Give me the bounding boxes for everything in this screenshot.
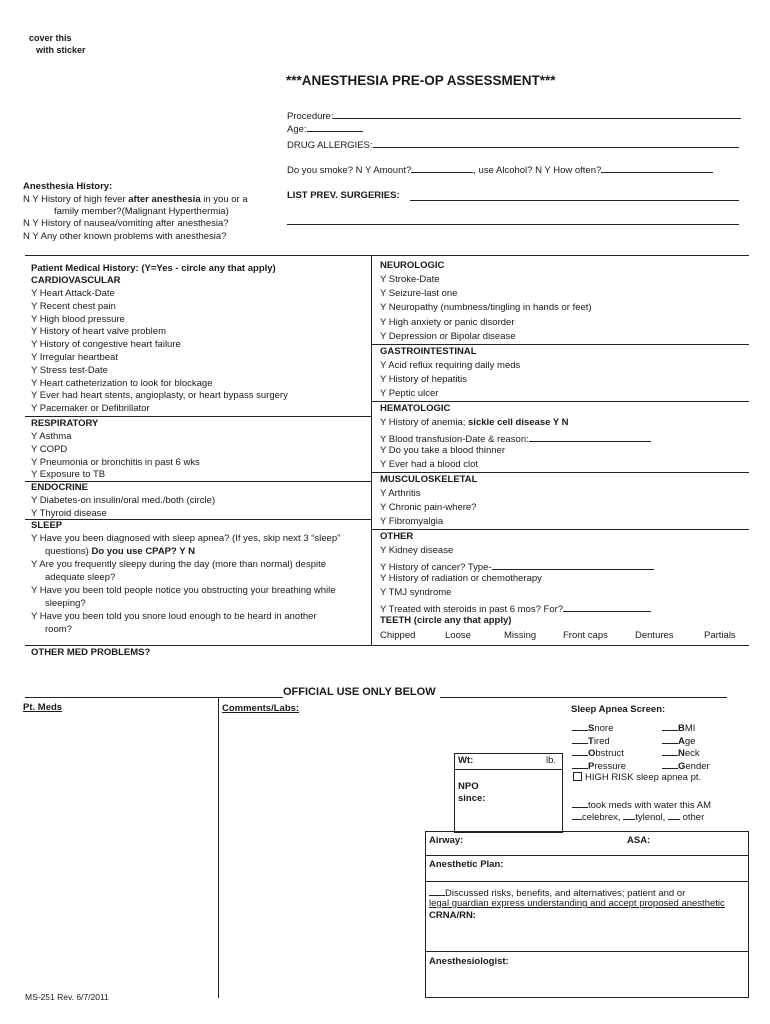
other-med-problems[interactable]: OTHER MED PROBLEMS? <box>31 647 151 658</box>
teeth-option[interactable]: Chipped <box>380 630 416 641</box>
procedure-line <box>333 108 741 119</box>
neuro-heading: NEUROLOGIC <box>380 260 445 271</box>
official-line-left <box>25 697 283 698</box>
stop-bang-item[interactable]: Obstruct <box>572 746 624 760</box>
resp-item[interactable]: Y Exposure to TB <box>31 469 106 481</box>
msk-divider <box>371 529 749 530</box>
plan-divider <box>425 881 749 882</box>
sticker-line-2: with sticker <box>36 45 86 55</box>
neuro-item[interactable]: Y Neuropathy (numbness/tingling in hands or feet) <box>380 302 592 314</box>
meds-taken-field[interactable]: celebrex, tylenol, other <box>572 809 704 823</box>
lb-unit: lb. <box>546 755 557 766</box>
cardio-item[interactable]: Y History of congestive heart failure <box>31 339 181 351</box>
gi-item[interactable]: Y Peptic ulcer <box>380 388 439 400</box>
cardio-heading: CARDIOVASCULAR <box>31 275 121 286</box>
teeth-option[interactable]: Missing <box>504 630 537 641</box>
teeth-option[interactable]: Dentures <box>635 630 674 641</box>
procedure-field[interactable] <box>287 108 741 122</box>
anesthesia-history-item-1-cont: family member?(Malignant Hyperthermia) <box>54 206 229 217</box>
sticker-line-1: cover this <box>29 33 72 43</box>
stop-bang-item[interactable]: Gender <box>662 759 710 773</box>
gi-heading: GASTROINTESTINAL <box>380 346 477 357</box>
neuro-item[interactable]: Y High anxiety or panic disorder <box>380 316 515 328</box>
endo-item[interactable]: Y Thyroid disease <box>31 507 107 519</box>
anesthesia-history-item-3[interactable]: N Y Any other known problems with anesthesia? <box>23 231 227 242</box>
other-cancer[interactable]: Y History of cancer? Type- <box>380 559 654 574</box>
sleep-q2[interactable]: Y Are you frequently sleepy during the day (more than normal) despite <box>31 559 327 570</box>
sleep-q2-cont: adequate sleep? <box>45 572 116 583</box>
alcohol-line <box>601 162 713 173</box>
teeth-option[interactable]: Partials <box>704 630 736 641</box>
smoke-amount-line <box>411 162 473 173</box>
endo-item[interactable]: Y Diabetes-on insulin/oral med./both (circle) <box>31 495 216 506</box>
prev-surgeries-line-2[interactable] <box>287 224 739 225</box>
resp-item[interactable]: Y Pneumonia or bronchitis in past 6 wks <box>31 456 200 468</box>
heme-anemia[interactable]: Y History of anemia; sickle cell disease Y N <box>380 417 569 428</box>
wt-divider <box>454 769 563 770</box>
patient-history-heading: Patient Medical History: (Y=Yes - circle any that apply) <box>31 263 276 274</box>
stop-bang-item[interactable]: Age <box>662 734 695 748</box>
gi-item[interactable]: Y Acid reflux requiring daily meds <box>380 360 521 371</box>
cardio-divider <box>25 416 371 417</box>
comments-labs-label[interactable]: Comments/Labs: <box>222 703 300 714</box>
sleep-q3[interactable]: Y Have you been told people notice you obstructing your breathing while <box>31 585 336 596</box>
sleep-q3-cont: sleeping? <box>45 598 86 609</box>
heme-transfusion[interactable]: Y Blood transfusion-Date & reason: <box>380 431 651 446</box>
alcohol-label: , use Alcohol? N Y How often? <box>473 165 602 176</box>
resp-item[interactable]: Y COPD <box>31 443 68 455</box>
other-tmj[interactable]: Y TMJ syndrome <box>380 587 452 598</box>
teeth-option[interactable]: Front caps <box>563 630 608 641</box>
airway-label[interactable]: Airway: <box>429 835 464 846</box>
gi-item[interactable]: Y History of hepatitis <box>380 374 467 386</box>
stop-bang-item[interactable]: Snore <box>572 721 613 735</box>
msk-item[interactable]: Y Arthritis <box>380 488 421 499</box>
high-risk-checkbox[interactable]: HIGH RISK sleep apnea pt. <box>573 772 701 783</box>
official-line-right <box>440 697 727 698</box>
sleep-q4-cont: room? <box>45 624 72 635</box>
age-label: Age: <box>287 124 307 135</box>
allergies-label: DRUG ALLERGIES: <box>287 140 373 151</box>
neuro-item[interactable]: Y Depression or Bipolar disease <box>380 330 516 342</box>
msk-heading: MUSCULOSKELETAL <box>380 474 478 485</box>
allergies-field[interactable] <box>287 137 739 151</box>
table-center-divider <box>371 255 372 645</box>
cardio-item[interactable]: Y Recent chest pain <box>31 300 116 312</box>
stop-bang-item[interactable]: Pressure <box>572 759 626 773</box>
other-radiation[interactable]: Y History of radiation or chemotherapy <box>380 573 542 584</box>
neuro-item[interactable]: Y Stroke-Date <box>380 274 440 285</box>
msk-item[interactable]: Y Chronic pain-where? <box>380 502 477 514</box>
cardio-item[interactable]: Y Heart catheterization to look for blockage <box>31 377 213 389</box>
anesthesia-history-item-1[interactable]: N Y History of high fever after anesthesia in you or a <box>23 194 248 205</box>
neuro-item[interactable]: Y Seizure-last one <box>380 288 458 300</box>
resp-item[interactable]: Y Asthma <box>31 431 72 442</box>
heme-divider <box>371 472 749 473</box>
other-steroids[interactable]: Y Treated with steroids in past 6 mos? For? <box>380 601 651 616</box>
prev-surgeries-line-1[interactable] <box>410 200 739 201</box>
official-col-divider <box>218 698 219 998</box>
cardio-item[interactable]: Y Heart Attack-Date <box>31 288 115 299</box>
wt-label[interactable]: Wt: <box>458 755 474 766</box>
cardio-item[interactable]: Y High blood pressure <box>31 313 125 325</box>
other-heading: OTHER <box>380 531 414 542</box>
endo-heading: ENDOCRINE <box>31 482 89 493</box>
stop-bang-item[interactable]: BMI <box>662 721 695 735</box>
teeth-option[interactable]: Loose <box>445 630 471 641</box>
cardio-item[interactable]: Y Ever had heart stents, angioplasty, or heart bypass surgery <box>31 390 288 402</box>
sleep-q1[interactable]: Y Have you been diagnosed with sleep apnea? (If yes, skip next 3 “sleep” <box>31 533 341 544</box>
sleep-q1-cont: questions) Do you use CPAP? Y N <box>45 546 195 557</box>
discussed-field[interactable]: Discussed risks, benefits, and alternatives; patient and or <box>429 885 685 899</box>
checkbox-icon[interactable] <box>573 772 582 781</box>
prev-surgeries-label: LIST PREV. SURGERIES: <box>287 190 400 201</box>
npo-label[interactable]: NPO <box>458 781 479 792</box>
crna-divider <box>425 951 749 952</box>
procedure-label: Procedure: <box>287 111 334 122</box>
guardian-statement: legal guardian express understanding and accept proposed anesthetic <box>429 898 725 909</box>
sleep-screen-heading: Sleep Apnea Screen: <box>571 704 666 715</box>
sleep-q4[interactable]: Y Have you been told you snore loud enough to be heard in another <box>31 611 317 622</box>
age-line <box>307 121 363 132</box>
pt-meds-label[interactable]: Pt. Meds <box>23 702 63 713</box>
heme-heading: HEMATOLOGIC <box>380 403 451 414</box>
footer-form-number: MS-251 Rev. 6/7/2011 <box>25 992 109 1002</box>
heme-thinner[interactable]: Y Do you take a blood thinner <box>380 445 505 456</box>
plan-label[interactable]: Anesthetic Plan: <box>429 859 504 870</box>
anesthesia-history-item-2[interactable]: N Y History of nausea/vomiting after anesthesia? <box>23 218 229 229</box>
crna-label[interactable]: CRNA/RN: <box>429 910 476 921</box>
allergies-line <box>373 137 739 148</box>
smoke-label: Do you smoke? N Y Amount? <box>287 165 412 176</box>
gi-divider <box>371 401 749 402</box>
endo-divider <box>25 519 371 520</box>
airway-divider <box>425 855 749 856</box>
cardio-item[interactable]: Y Pacemaker or Defibrillator <box>31 403 150 415</box>
asa-label[interactable]: ASA: <box>627 835 651 846</box>
table-top-border <box>25 255 749 256</box>
heme-clot[interactable]: Y Ever had a blood clot <box>380 459 479 470</box>
page-title: ***ANESTHESIA PRE-OP ASSESSMENT*** <box>286 73 556 88</box>
age-field[interactable] <box>287 121 363 135</box>
sleep-heading: SLEEP <box>31 520 63 531</box>
smoke-alcohol-field[interactable] <box>287 162 713 176</box>
msk-item[interactable]: Y Fibromyalgia <box>380 516 444 528</box>
official-heading: OFFICIAL USE ONLY BELOW <box>283 686 436 698</box>
took-meds-field[interactable]: took meds with water this AM <box>572 797 711 811</box>
neuro-divider <box>371 344 749 345</box>
cardio-item[interactable]: Y Irregular heartbeat <box>31 352 118 363</box>
stop-bang-item[interactable]: Neck <box>662 746 700 760</box>
npo-since-label: since: <box>458 793 486 804</box>
cardio-item[interactable]: Y Stress test-Date <box>31 364 108 376</box>
resp-heading: RESPIRATORY <box>31 418 99 429</box>
other-kidney[interactable]: Y Kidney disease <box>380 545 454 556</box>
anesthesia-history-heading: Anesthesia History: <box>23 181 113 192</box>
stop-bang-item[interactable]: Tired <box>572 734 610 748</box>
cardio-item[interactable]: Y History of heart valve problem <box>31 326 166 338</box>
anesthesiologist-label[interactable]: Anesthesiologist: <box>429 956 509 967</box>
teeth-heading: TEETH (circle any that apply) <box>380 615 512 626</box>
table-bottom-border <box>25 645 749 646</box>
